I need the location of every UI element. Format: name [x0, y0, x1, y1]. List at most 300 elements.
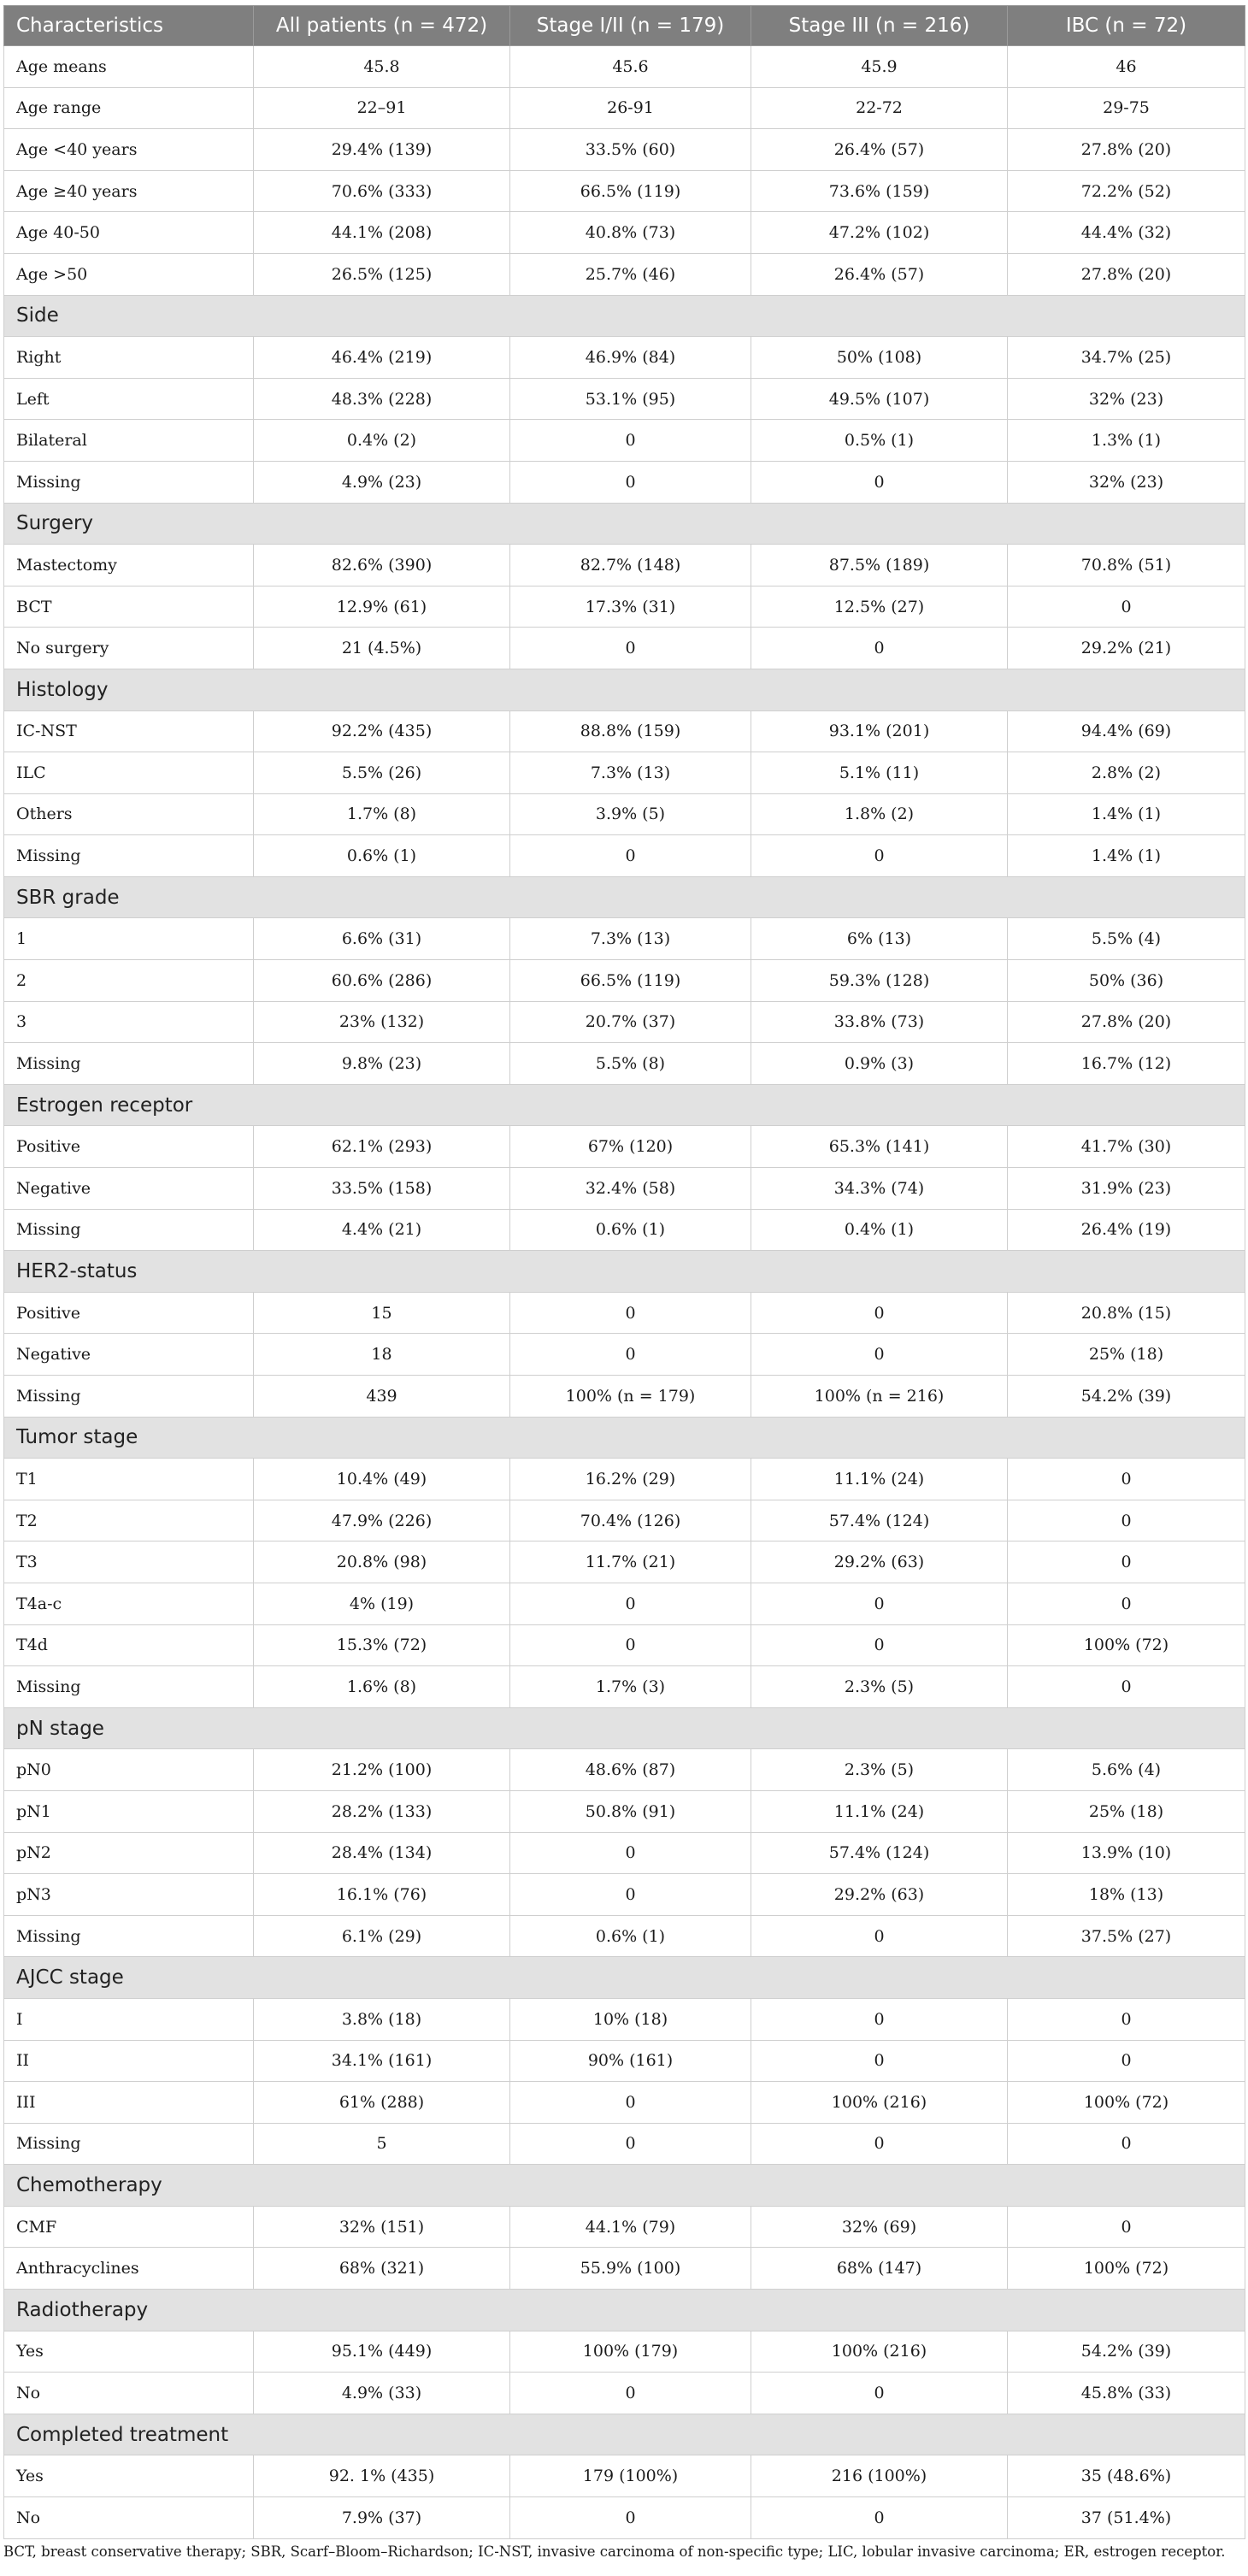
table-cell: 44.1% (208)	[254, 212, 510, 254]
section-title: AJCC stage	[4, 1957, 1245, 1999]
table-row	[4, 1168, 1245, 1210]
table-cell: 0	[1008, 2206, 1245, 2248]
row-label: II	[4, 2040, 254, 2082]
table-cell: 70.4% (126)	[510, 1500, 751, 1541]
table-cell: 6% (13)	[751, 918, 1008, 960]
table-row	[4, 212, 1245, 254]
table-cell: 40.8% (73)	[510, 212, 751, 254]
row-label: Yes	[4, 2331, 254, 2373]
characteristics-table	[3, 5, 1245, 2539]
table-cell: 32% (69)	[751, 2206, 1008, 2248]
table-cell: 6.1% (29)	[254, 1915, 510, 1957]
table-cell: 100% (216)	[751, 2331, 1008, 2373]
table-cell: 0.9% (3)	[751, 1043, 1008, 1085]
row-label: CMF	[4, 2206, 254, 2248]
table-cell: 68% (321)	[254, 2248, 510, 2290]
section-title: Side	[4, 295, 1245, 337]
table-cell: 100% (n = 216)	[751, 1376, 1008, 1418]
table-cell: 70.8% (51)	[1008, 545, 1245, 587]
table-cell: 50% (36)	[1008, 960, 1245, 1002]
table-cell: 7.3% (13)	[510, 752, 751, 794]
table-cell: 100% (n = 179)	[510, 1376, 751, 1418]
table-row	[4, 586, 1245, 628]
table-row	[4, 752, 1245, 794]
row-label: Yes	[4, 2455, 254, 2497]
table-cell: 47.2% (102)	[751, 212, 1008, 254]
table-cell: 0	[510, 1583, 751, 1624]
section-header-row	[4, 1417, 1245, 1459]
table-cell: 4.9% (23)	[254, 461, 510, 503]
table-row	[4, 1376, 1245, 1418]
table-cell: 47.9% (226)	[254, 1500, 510, 1541]
row-label: 1	[4, 918, 254, 960]
table-cell: 87.5% (189)	[751, 545, 1008, 587]
row-label: Missing	[4, 835, 254, 877]
table-row	[4, 2082, 1245, 2124]
row-label: Missing	[4, 1209, 254, 1251]
section-header-row	[4, 669, 1245, 710]
table-cell: 45.6	[510, 46, 751, 88]
table-cell: 12.9% (61)	[254, 586, 510, 628]
table-cell: 3.9% (5)	[510, 793, 751, 835]
row-label: Missing	[4, 1915, 254, 1957]
table-cell: 0	[1008, 586, 1245, 628]
table-cell: 27.8% (20)	[1008, 129, 1245, 171]
section-header-row	[4, 2165, 1245, 2207]
table-row	[4, 835, 1245, 877]
table-cell: 34.3% (74)	[751, 1168, 1008, 1210]
table-cell: 0.6% (1)	[254, 835, 510, 877]
table-row	[4, 1126, 1245, 1168]
table-cell: 0.5% (1)	[751, 420, 1008, 462]
table-row	[4, 1624, 1245, 1666]
table-cell: 90% (161)	[510, 2040, 751, 2082]
table-cell: 94.4% (69)	[1008, 710, 1245, 752]
table-cell: 0	[1008, 2040, 1245, 2082]
table-cell: 23% (132)	[254, 1001, 510, 1043]
table-cell: 57.4% (124)	[751, 1500, 1008, 1541]
table-cell: 0	[751, 461, 1008, 503]
table-row	[4, 960, 1245, 1002]
table-cell: 49.5% (107)	[751, 378, 1008, 420]
table-cell: 57.4% (124)	[751, 1832, 1008, 1874]
table-cell: 0	[510, 2497, 751, 2539]
table-cell: 26.5% (125)	[254, 253, 510, 295]
table-cell: 27.8% (20)	[1008, 1001, 1245, 1043]
table-cell: 50% (108)	[751, 337, 1008, 379]
table-cell: 0	[510, 2082, 751, 2124]
table-row	[4, 337, 1245, 379]
table-cell: 0	[1008, 1583, 1245, 1624]
row-label: I	[4, 1998, 254, 2040]
row-label: No	[4, 2373, 254, 2414]
section-title: HER2-status	[4, 1251, 1245, 1293]
row-label: Left	[4, 378, 254, 420]
table-cell: 0	[1008, 2123, 1245, 2165]
table-cell: 5.5% (4)	[1008, 918, 1245, 960]
table-cell: 25% (18)	[1008, 1790, 1245, 1832]
header-stage-1-2: Stage I/II (n = 179)	[510, 6, 751, 46]
table-cell: 66.5% (119)	[510, 960, 751, 1002]
table-cell: 16.7% (12)	[1008, 1043, 1245, 1085]
row-label: Missing	[4, 1043, 254, 1085]
table-cell: 25.7% (46)	[510, 253, 751, 295]
table-row	[4, 1790, 1245, 1832]
table-cell: 25% (18)	[1008, 1334, 1245, 1376]
table-cell: 0	[510, 420, 751, 462]
table-cell: 72.2% (52)	[1008, 170, 1245, 212]
table-cell: 2.3% (5)	[751, 1666, 1008, 1708]
row-label: Missing	[4, 461, 254, 503]
row-label: Age means	[4, 46, 254, 88]
table-row	[4, 1500, 1245, 1541]
table-cell: 5	[254, 2123, 510, 2165]
table-row	[4, 1001, 1245, 1043]
table-row	[4, 87, 1245, 129]
row-label: Positive	[4, 1292, 254, 1334]
row-label: Others	[4, 793, 254, 835]
table-row	[4, 628, 1245, 669]
table-cell: 29-75	[1008, 87, 1245, 129]
row-label: 3	[4, 1001, 254, 1043]
row-label: T4d	[4, 1624, 254, 1666]
table-cell: 9.8% (23)	[254, 1043, 510, 1085]
table-cell: 0	[510, 461, 751, 503]
table-cell: 17.3% (31)	[510, 586, 751, 628]
table-cell: 0	[751, 1998, 1008, 2040]
table-cell: 0	[1008, 1459, 1245, 1500]
table-cell: 0	[751, 1624, 1008, 1666]
table-cell: 5.5% (8)	[510, 1043, 751, 1085]
table-cell: 32% (151)	[254, 2206, 510, 2248]
table-cell: 439	[254, 1376, 510, 1418]
table-cell: 66.5% (119)	[510, 170, 751, 212]
table-cell: 73.6% (159)	[751, 170, 1008, 212]
row-label: Missing	[4, 2123, 254, 2165]
table-cell: 34.7% (25)	[1008, 337, 1245, 379]
table-cell: 4% (19)	[254, 1583, 510, 1624]
table-cell: 21 (4.5%)	[254, 628, 510, 669]
table-cell: 179 (100%)	[510, 2455, 751, 2497]
table-cell: 0.6% (1)	[510, 1209, 751, 1251]
table-cell: 0	[751, 1915, 1008, 1957]
table-cell: 26.4% (19)	[1008, 1209, 1245, 1251]
table-cell: 20.7% (37)	[510, 1001, 751, 1043]
table-cell: 62.1% (293)	[254, 1126, 510, 1168]
table-cell: 2.3% (5)	[751, 1749, 1008, 1791]
table-cell: 3.8% (18)	[254, 1998, 510, 2040]
table-row	[4, 253, 1245, 295]
table-cell: 46	[1008, 46, 1245, 88]
table-cell: 45.8% (33)	[1008, 2373, 1245, 2414]
table-row	[4, 2040, 1245, 2082]
table-cell: 0	[751, 1292, 1008, 1334]
row-label: T1	[4, 1459, 254, 1500]
section-header-row	[4, 2414, 1245, 2455]
section-header-row	[4, 876, 1245, 918]
section-title: Estrogen receptor	[4, 1084, 1245, 1126]
table-cell: 0	[1008, 1666, 1245, 1708]
table-cell: 32% (23)	[1008, 378, 1245, 420]
table-row	[4, 378, 1245, 420]
table-cell: 0	[751, 1583, 1008, 1624]
table-row	[4, 1043, 1245, 1085]
table-cell: 60.6% (286)	[254, 960, 510, 1002]
row-label: Age 40-50	[4, 212, 254, 254]
table-row	[4, 1998, 1245, 2040]
table-cell: 0	[510, 1292, 751, 1334]
table-cell: 0.4% (1)	[751, 1209, 1008, 1251]
table-cell: 70.6% (333)	[254, 170, 510, 212]
section-header-row	[4, 1707, 1245, 1749]
table-row	[4, 2331, 1245, 2373]
table-row	[4, 461, 1245, 503]
table-cell: 0	[751, 2040, 1008, 2082]
table-cell: 0	[751, 835, 1008, 877]
section-header-row	[4, 1251, 1245, 1293]
table-cell: 50.8% (91)	[510, 1790, 751, 1832]
table-cell: 92.2% (435)	[254, 710, 510, 752]
table-row	[4, 1459, 1245, 1500]
row-label: ILC	[4, 752, 254, 794]
table-cell: 1.7% (3)	[510, 1666, 751, 1708]
table-cell: 46.4% (219)	[254, 337, 510, 379]
header-ibc: IBC (n = 72)	[1008, 6, 1245, 46]
table-cell: 29.2% (63)	[751, 1541, 1008, 1583]
table-cell: 0	[1008, 1541, 1245, 1583]
row-label: Negative	[4, 1168, 254, 1210]
table-cell: 100% (216)	[751, 2082, 1008, 2124]
row-label: T2	[4, 1500, 254, 1541]
table-cell: 6.6% (31)	[254, 918, 510, 960]
table-cell: 34.1% (161)	[254, 2040, 510, 2082]
table-row	[4, 2373, 1245, 2414]
table-row	[4, 2248, 1245, 2290]
table-cell: 54.2% (39)	[1008, 2331, 1245, 2373]
section-title: Histology	[4, 669, 1245, 710]
table-row	[4, 710, 1245, 752]
row-label: 2	[4, 960, 254, 1002]
table-cell: 1.7% (8)	[254, 793, 510, 835]
section-header-row	[4, 295, 1245, 337]
table-cell: 5.5% (26)	[254, 752, 510, 794]
table-cell: 53.1% (95)	[510, 378, 751, 420]
table-row	[4, 1749, 1245, 1791]
row-label: Age range	[4, 87, 254, 129]
table-cell: 0	[510, 1874, 751, 1916]
table-cell: 0	[510, 2373, 751, 2414]
table-cell: 92. 1% (435)	[254, 2455, 510, 2497]
row-label: pN3	[4, 1874, 254, 1916]
row-label: BCT	[4, 586, 254, 628]
table-cell: 95.1% (449)	[254, 2331, 510, 2373]
table-cell: 13.9% (10)	[1008, 1832, 1245, 1874]
row-label: Missing	[4, 1376, 254, 1418]
table-cell: 35 (48.6%)	[1008, 2455, 1245, 2497]
table-row	[4, 1209, 1245, 1251]
table-cell: 0	[510, 835, 751, 877]
table-cell: 1.3% (1)	[1008, 420, 1245, 462]
table-row	[4, 1832, 1245, 1874]
table-cell: 11.1% (24)	[751, 1459, 1008, 1500]
table-row	[4, 1915, 1245, 1957]
table-cell: 22-72	[751, 87, 1008, 129]
header-all-patients: All patients (n = 472)	[254, 6, 510, 46]
row-label: pN2	[4, 1832, 254, 1874]
section-header-row	[4, 1957, 1245, 1999]
row-label: Negative	[4, 1334, 254, 1376]
table-row	[4, 1583, 1245, 1624]
table-cell: 2.8% (2)	[1008, 752, 1245, 794]
table-cell: 54.2% (39)	[1008, 1376, 1245, 1418]
table-cell: 7.9% (37)	[254, 2497, 510, 2539]
table-cell: 44.4% (32)	[1008, 212, 1245, 254]
table-cell: 28.4% (134)	[254, 1832, 510, 1874]
table-cell: 18	[254, 1334, 510, 1376]
table-cell: 45.9	[751, 46, 1008, 88]
table-cell: 26.4% (57)	[751, 129, 1008, 171]
table-cell: 16.2% (29)	[510, 1459, 751, 1500]
table-row	[4, 129, 1245, 171]
row-label: Right	[4, 337, 254, 379]
table-cell: 29.2% (63)	[751, 1874, 1008, 1916]
table-cell: 0	[510, 1624, 751, 1666]
table-cell: 0.4% (2)	[254, 420, 510, 462]
table-cell: 4.4% (21)	[254, 1209, 510, 1251]
table-cell: 32.4% (58)	[510, 1168, 751, 1210]
table-cell: 26-91	[510, 87, 751, 129]
table-row	[4, 1874, 1245, 1916]
row-label: III	[4, 2082, 254, 2124]
table-cell: 16.1% (76)	[254, 1874, 510, 1916]
table-cell: 0	[510, 1334, 751, 1376]
section-title: Tumor stage	[4, 1417, 1245, 1459]
table-row	[4, 46, 1245, 88]
table-body	[4, 46, 1245, 2539]
table-cell: 33.8% (73)	[751, 1001, 1008, 1043]
table-cell: 216 (100%)	[751, 2455, 1008, 2497]
table-cell: 0	[751, 2123, 1008, 2165]
table-cell: 1.4% (1)	[1008, 835, 1245, 877]
table-cell: 100% (72)	[1008, 1624, 1245, 1666]
table-cell: 29.2% (21)	[1008, 628, 1245, 669]
table-cell: 10.4% (49)	[254, 1459, 510, 1500]
table-cell: 0	[510, 1832, 751, 1874]
header-characteristics: Characteristics	[4, 6, 254, 46]
table-row	[4, 545, 1245, 587]
table-cell: 67% (120)	[510, 1126, 751, 1168]
table-cell: 29.4% (139)	[254, 129, 510, 171]
section-title: Chemotherapy	[4, 2165, 1245, 2207]
table-cell: 0	[751, 2497, 1008, 2539]
table-row	[4, 1666, 1245, 1708]
table-cell: 20.8% (15)	[1008, 1292, 1245, 1334]
section-header-row	[4, 2290, 1245, 2331]
table-cell: 22–91	[254, 87, 510, 129]
table-cell: 82.6% (390)	[254, 545, 510, 587]
section-title: Surgery	[4, 503, 1245, 545]
table-footnote: BCT, breast conservative therapy; SBR, Scarf–Bloom–Richardson; IC-NST, invasive carcinoma of non-specific type; LIC, lobular invasive carcinoma; ER, estrogen receptor.	[3, 2544, 1226, 2560]
table-row	[4, 2206, 1245, 2248]
row-label: Age ≥40 years	[4, 170, 254, 212]
table-cell: 15	[254, 1292, 510, 1334]
table-cell: 0	[1008, 1500, 1245, 1541]
table-cell: 28.2% (133)	[254, 1790, 510, 1832]
table-cell: 37.5% (27)	[1008, 1915, 1245, 1957]
table-cell: 5.1% (11)	[751, 752, 1008, 794]
table-cell: 0	[751, 628, 1008, 669]
table-cell: 68% (147)	[751, 2248, 1008, 2290]
row-label: No	[4, 2497, 254, 2539]
table-cell: 12.5% (27)	[751, 586, 1008, 628]
table-cell: 26.4% (57)	[751, 253, 1008, 295]
header-stage-3: Stage III (n = 216)	[751, 6, 1008, 46]
section-title: SBR grade	[4, 876, 1245, 918]
table-cell: 1.4% (1)	[1008, 793, 1245, 835]
table-cell: 1.8% (2)	[751, 793, 1008, 835]
table-cell: 0	[751, 1334, 1008, 1376]
section-header-row	[4, 1084, 1245, 1126]
table-cell: 0	[751, 2373, 1008, 2414]
table-cell: 11.1% (24)	[751, 1790, 1008, 1832]
table-cell: 0	[1008, 1998, 1245, 2040]
row-label: Missing	[4, 1666, 254, 1708]
table-cell: 0	[510, 628, 751, 669]
row-label: pN0	[4, 1749, 254, 1791]
table-cell: 55.9% (100)	[510, 2248, 751, 2290]
table-row	[4, 170, 1245, 212]
row-label: No surgery	[4, 628, 254, 669]
table-cell: 11.7% (21)	[510, 1541, 751, 1583]
section-title: pN stage	[4, 1707, 1245, 1749]
row-label: T3	[4, 1541, 254, 1583]
table-cell: 100% (179)	[510, 2331, 751, 2373]
table-cell: 61% (288)	[254, 2082, 510, 2124]
table-cell: 44.1% (79)	[510, 2206, 751, 2248]
table-cell: 100% (72)	[1008, 2082, 1245, 2124]
table-cell: 27.8% (20)	[1008, 253, 1245, 295]
table-cell: 18% (13)	[1008, 1874, 1245, 1916]
table-cell: 32% (23)	[1008, 461, 1245, 503]
row-label: Age <40 years	[4, 129, 254, 171]
table-cell: 65.3% (141)	[751, 1126, 1008, 1168]
row-label: IC-NST	[4, 710, 254, 752]
table-cell: 41.7% (30)	[1008, 1126, 1245, 1168]
table-row	[4, 2455, 1245, 2497]
table-cell: 33.5% (60)	[510, 129, 751, 171]
table-cell: 21.2% (100)	[254, 1749, 510, 1791]
table-cell: 82.7% (148)	[510, 545, 751, 587]
table-cell: 4.9% (33)	[254, 2373, 510, 2414]
table-row	[4, 793, 1245, 835]
section-title: Radiotherapy	[4, 2290, 1245, 2331]
table-row	[4, 420, 1245, 462]
table-header-row	[4, 6, 1245, 46]
table-row	[4, 2123, 1245, 2165]
table-cell: 15.3% (72)	[254, 1624, 510, 1666]
table-cell: 93.1% (201)	[751, 710, 1008, 752]
table-cell: 1.6% (8)	[254, 1666, 510, 1708]
table-cell: 0.6% (1)	[510, 1915, 751, 1957]
table-cell: 31.9% (23)	[1008, 1168, 1245, 1210]
table-cell: 88.8% (159)	[510, 710, 751, 752]
row-label: Anthracyclines	[4, 2248, 254, 2290]
table-row	[4, 2497, 1245, 2539]
table-row	[4, 1334, 1245, 1376]
row-label: Positive	[4, 1126, 254, 1168]
table-cell: 48.3% (228)	[254, 378, 510, 420]
table-row	[4, 1541, 1245, 1583]
